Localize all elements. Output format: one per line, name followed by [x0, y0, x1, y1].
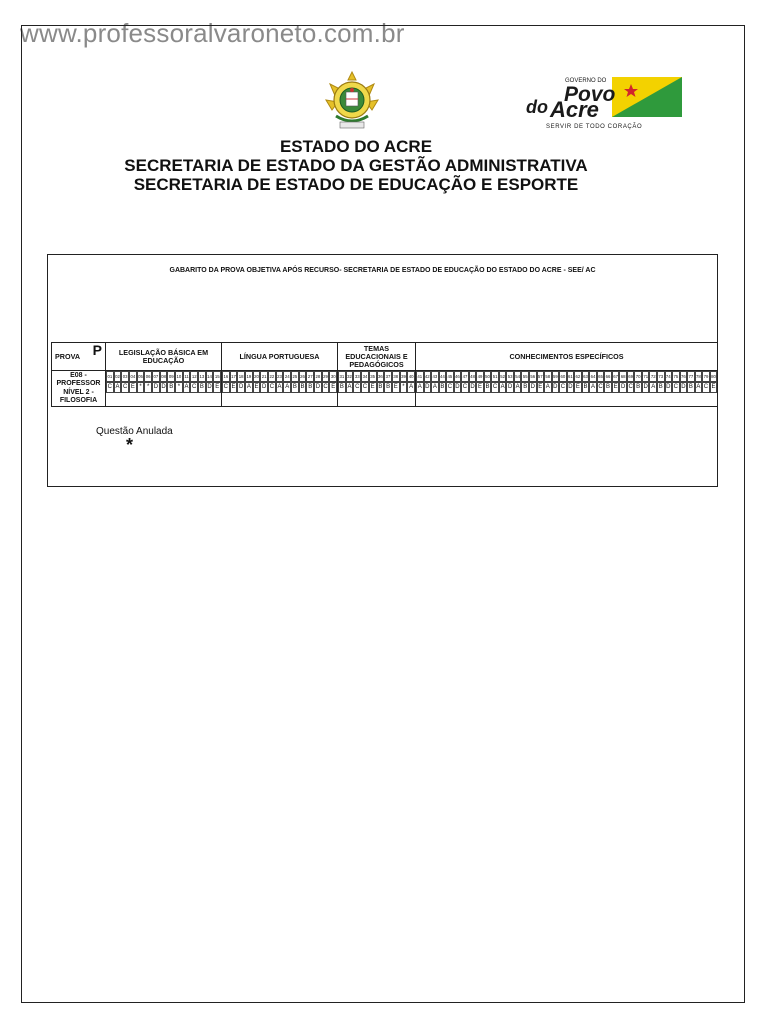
question-number: 46 — [454, 371, 462, 382]
answer-row — [416, 382, 717, 393]
question-number: 50 — [484, 371, 492, 382]
question-number: 77 — [687, 371, 695, 382]
answer-key: D — [454, 382, 462, 393]
table-answers-row — [52, 371, 718, 407]
answer-key: C — [702, 382, 710, 393]
answer-key: C — [106, 382, 114, 393]
question-number: 33 — [353, 371, 361, 382]
question-number: 54 — [514, 371, 522, 382]
answer-key: C — [361, 382, 369, 393]
section-lingua-portuguesa: LÍNGUA PORTUGUESA — [222, 343, 338, 371]
question-number: 26 — [299, 371, 307, 382]
question-number: 11 — [183, 371, 191, 382]
question-number: 10 — [175, 371, 183, 382]
question-number: 42 — [424, 371, 432, 382]
question-number: 08 — [160, 371, 168, 382]
answer-key: D — [314, 382, 322, 393]
question-number: 61 — [567, 371, 575, 382]
question-number: 05 — [137, 371, 145, 382]
question-number: 62 — [574, 371, 582, 382]
question-number: 63 — [582, 371, 590, 382]
answer-key: * — [175, 382, 183, 393]
answer-key: D — [260, 382, 268, 393]
question-number: 02 — [114, 371, 122, 382]
answer-key: B — [377, 382, 385, 393]
question-number: 41 — [416, 371, 424, 382]
answer-key: * — [400, 382, 408, 393]
question-number: 75 — [672, 371, 680, 382]
question-number: 65 — [597, 371, 605, 382]
answer-key: A — [649, 382, 657, 393]
question-number: 04 — [129, 371, 137, 382]
section-conhecimentos-especificos: CONHECIMENTOS ESPECÍFICOS — [416, 343, 718, 371]
question-number: 15 — [213, 371, 221, 382]
question-number: 20 — [253, 371, 261, 382]
answers-temas-educacionais — [338, 371, 416, 407]
answer-key: E — [329, 382, 337, 393]
answer-key: D — [160, 382, 168, 393]
question-number: 30 — [329, 371, 337, 382]
question-number: 03 — [121, 371, 129, 382]
section-temas-educacionais: TEMAS EDUCACIONAIS E PEDAGÓGICOS — [338, 343, 416, 371]
answer-key: * — [144, 382, 152, 393]
question-number: 60 — [559, 371, 567, 382]
answer-key: D — [237, 382, 245, 393]
answer-key: B — [439, 382, 447, 393]
answer-key: E — [369, 382, 377, 393]
question-number-row — [338, 371, 415, 382]
prova-header — [52, 343, 106, 371]
answer-key: E — [612, 382, 620, 393]
answer-key: A — [283, 382, 291, 393]
answer-key: B — [484, 382, 492, 393]
question-number: 17 — [230, 371, 238, 382]
question-number: 67 — [612, 371, 620, 382]
governo-povo-do-acre-logo — [524, 73, 684, 131]
question-number: 37 — [384, 371, 392, 382]
answer-key: B — [338, 382, 346, 393]
answer-key: E — [392, 382, 400, 393]
answer-key: E — [710, 382, 718, 393]
gabarito-box — [47, 254, 718, 487]
answer-key: B — [521, 382, 529, 393]
answer-key: A — [416, 382, 424, 393]
question-number: 53 — [506, 371, 514, 382]
answer-row — [338, 382, 415, 393]
answer-key: C — [627, 382, 635, 393]
question-number: 45 — [446, 371, 454, 382]
answer-key: D — [469, 382, 477, 393]
question-number: 38 — [392, 371, 400, 382]
answer-key: B — [291, 382, 299, 393]
answer-key: A — [544, 382, 552, 393]
answer-key: B — [604, 382, 612, 393]
answer-key: C — [121, 382, 129, 393]
question-number: 35 — [369, 371, 377, 382]
question-number: 13 — [198, 371, 206, 382]
answer-key: D — [665, 382, 673, 393]
question-number: 12 — [190, 371, 198, 382]
header-secretaria-educacao: SECRETARIA DE ESTADO DE EDUCAÇÃO E ESPORTE — [133, 175, 579, 194]
answer-key: B — [582, 382, 590, 393]
answer-key: B — [198, 382, 206, 393]
question-number: 49 — [476, 371, 484, 382]
question-number: 58 — [544, 371, 552, 382]
answer-key: B — [687, 382, 695, 393]
answer-key: A — [346, 382, 354, 393]
question-number: 69 — [627, 371, 635, 382]
question-number: 74 — [665, 371, 673, 382]
question-number: 73 — [657, 371, 665, 382]
question-number: 22 — [268, 371, 276, 382]
answer-key: C — [190, 382, 198, 393]
answer-key: C — [222, 382, 230, 393]
answer-key: D — [152, 382, 160, 393]
question-number: 14 — [206, 371, 214, 382]
cargo-label: E08 - PROFESSOR NÍVEL 2 - FILOSOFIA — [52, 371, 106, 407]
question-number: 43 — [431, 371, 439, 382]
answer-key: C — [322, 382, 330, 393]
question-number: 24 — [283, 371, 291, 382]
answer-key: D — [529, 382, 537, 393]
answer-key: A — [276, 382, 284, 393]
question-number: 34 — [361, 371, 369, 382]
question-number: 80 — [710, 371, 718, 382]
question-number: 31 — [338, 371, 346, 382]
question-number: 25 — [291, 371, 299, 382]
answer-key: D — [506, 382, 514, 393]
question-number: 28 — [314, 371, 322, 382]
svg-text:SERVIR DE TODO CORAÇÃO: SERVIR DE TODO CORAÇÃO — [546, 124, 643, 130]
question-number: 18 — [237, 371, 245, 382]
answer-key: C — [353, 382, 361, 393]
section-legislacao: LEGISLAÇÃO BÁSICA EM EDUCAÇÃO — [106, 343, 222, 371]
gabarito-title: GABARITO DA PROVA OBJETIVA APÓS RECURSO- SECRETARIA DE ESTADO DE EDUCAÇÃO DO ESTADO DO ACRE - SEE/ AC — [169, 267, 596, 274]
coat-of-arms-icon — [322, 70, 382, 134]
question-number: 56 — [529, 371, 537, 382]
prova-letter: P — [92, 342, 102, 358]
question-number: 72 — [649, 371, 657, 382]
question-number: 23 — [276, 371, 284, 382]
answer-key: A — [695, 382, 703, 393]
answer-key: C — [559, 382, 567, 393]
prova-label: PROVA — [55, 351, 81, 361]
answer-key: D — [552, 382, 560, 393]
question-number: 44 — [439, 371, 447, 382]
question-number-row — [222, 371, 337, 382]
answer-key: A — [431, 382, 439, 393]
answer-row — [222, 382, 337, 393]
question-number: 68 — [619, 371, 627, 382]
header-secretaria-gestao: SECRETARIA DE ESTADO DA GESTÃO ADMINISTRATIVA — [124, 156, 588, 175]
legend-star-symbol: * — [126, 435, 134, 455]
question-number: 16 — [222, 371, 230, 382]
answer-key: B — [384, 382, 392, 393]
document-header — [0, 137, 712, 194]
question-number: 57 — [537, 371, 545, 382]
question-number: 48 — [469, 371, 477, 382]
question-number: 79 — [702, 371, 710, 382]
answer-key: A — [114, 382, 122, 393]
answer-key: C — [672, 382, 680, 393]
question-number: 40 — [407, 371, 415, 382]
answer-key: * — [137, 382, 145, 393]
gabarito-table — [51, 342, 718, 407]
answer-key: C — [268, 382, 276, 393]
svg-text:Acre: Acre — [550, 97, 599, 122]
question-number: 71 — [642, 371, 650, 382]
answer-key: C — [491, 382, 499, 393]
answer-key: D — [680, 382, 688, 393]
answer-key: E — [476, 382, 484, 393]
answer-key: A — [499, 382, 507, 393]
answers-legislacao — [106, 371, 222, 407]
svg-text:Povo: Povo — [564, 83, 616, 106]
question-number: 32 — [346, 371, 354, 382]
question-number: 19 — [245, 371, 253, 382]
answer-key: C — [597, 382, 605, 393]
svg-text:GOVERNO DO: GOVERNO DO — [565, 78, 607, 84]
answer-key: E — [253, 382, 261, 393]
answer-key: C — [446, 382, 454, 393]
question-number: 09 — [167, 371, 175, 382]
question-number: 36 — [377, 371, 385, 382]
header-state: ESTADO DO ACRE — [279, 137, 433, 156]
question-number: 59 — [552, 371, 560, 382]
answer-key: B — [299, 382, 307, 393]
answer-key: E — [129, 382, 137, 393]
question-number: 21 — [260, 371, 268, 382]
answer-key: B — [634, 382, 642, 393]
question-number: 78 — [695, 371, 703, 382]
question-number: 39 — [400, 371, 408, 382]
answer-key: C — [461, 382, 469, 393]
answer-key: E — [574, 382, 582, 393]
question-number: 27 — [306, 371, 314, 382]
question-number: 55 — [521, 371, 529, 382]
answer-key: A — [183, 382, 191, 393]
answer-key: B — [306, 382, 314, 393]
table-header-row — [52, 343, 718, 371]
question-number: 52 — [499, 371, 507, 382]
answer-key: D — [567, 382, 575, 393]
answers-conhecimentos-especificos — [416, 371, 718, 407]
question-number: 76 — [680, 371, 688, 382]
answer-key: D — [619, 382, 627, 393]
answers-lingua-portuguesa — [222, 371, 338, 407]
answer-key: E — [213, 382, 221, 393]
question-number: 47 — [461, 371, 469, 382]
answer-key: E — [537, 382, 545, 393]
answer-key: D — [424, 382, 432, 393]
answer-key: A — [245, 382, 253, 393]
question-number: 64 — [589, 371, 597, 382]
legend-label: Questão Anulada — [96, 426, 173, 437]
question-number-row — [416, 371, 717, 382]
answer-row — [106, 382, 221, 393]
watermark-url: www.professoralvaroneto.com.br — [20, 18, 405, 48]
answer-key: D — [206, 382, 214, 393]
question-number: 06 — [144, 371, 152, 382]
question-number: 51 — [491, 371, 499, 382]
answer-key: D — [642, 382, 650, 393]
svg-text:do: do — [526, 97, 548, 117]
question-number: 29 — [322, 371, 330, 382]
answer-key: A — [514, 382, 522, 393]
question-number: 66 — [604, 371, 612, 382]
question-number: 70 — [634, 371, 642, 382]
question-number: 01 — [106, 371, 114, 382]
question-number: 07 — [152, 371, 160, 382]
question-number-row — [106, 371, 221, 382]
answer-key: A — [407, 382, 415, 393]
answer-key: B — [657, 382, 665, 393]
answer-key: E — [230, 382, 238, 393]
answer-key: A — [589, 382, 597, 393]
answer-key: B — [167, 382, 175, 393]
